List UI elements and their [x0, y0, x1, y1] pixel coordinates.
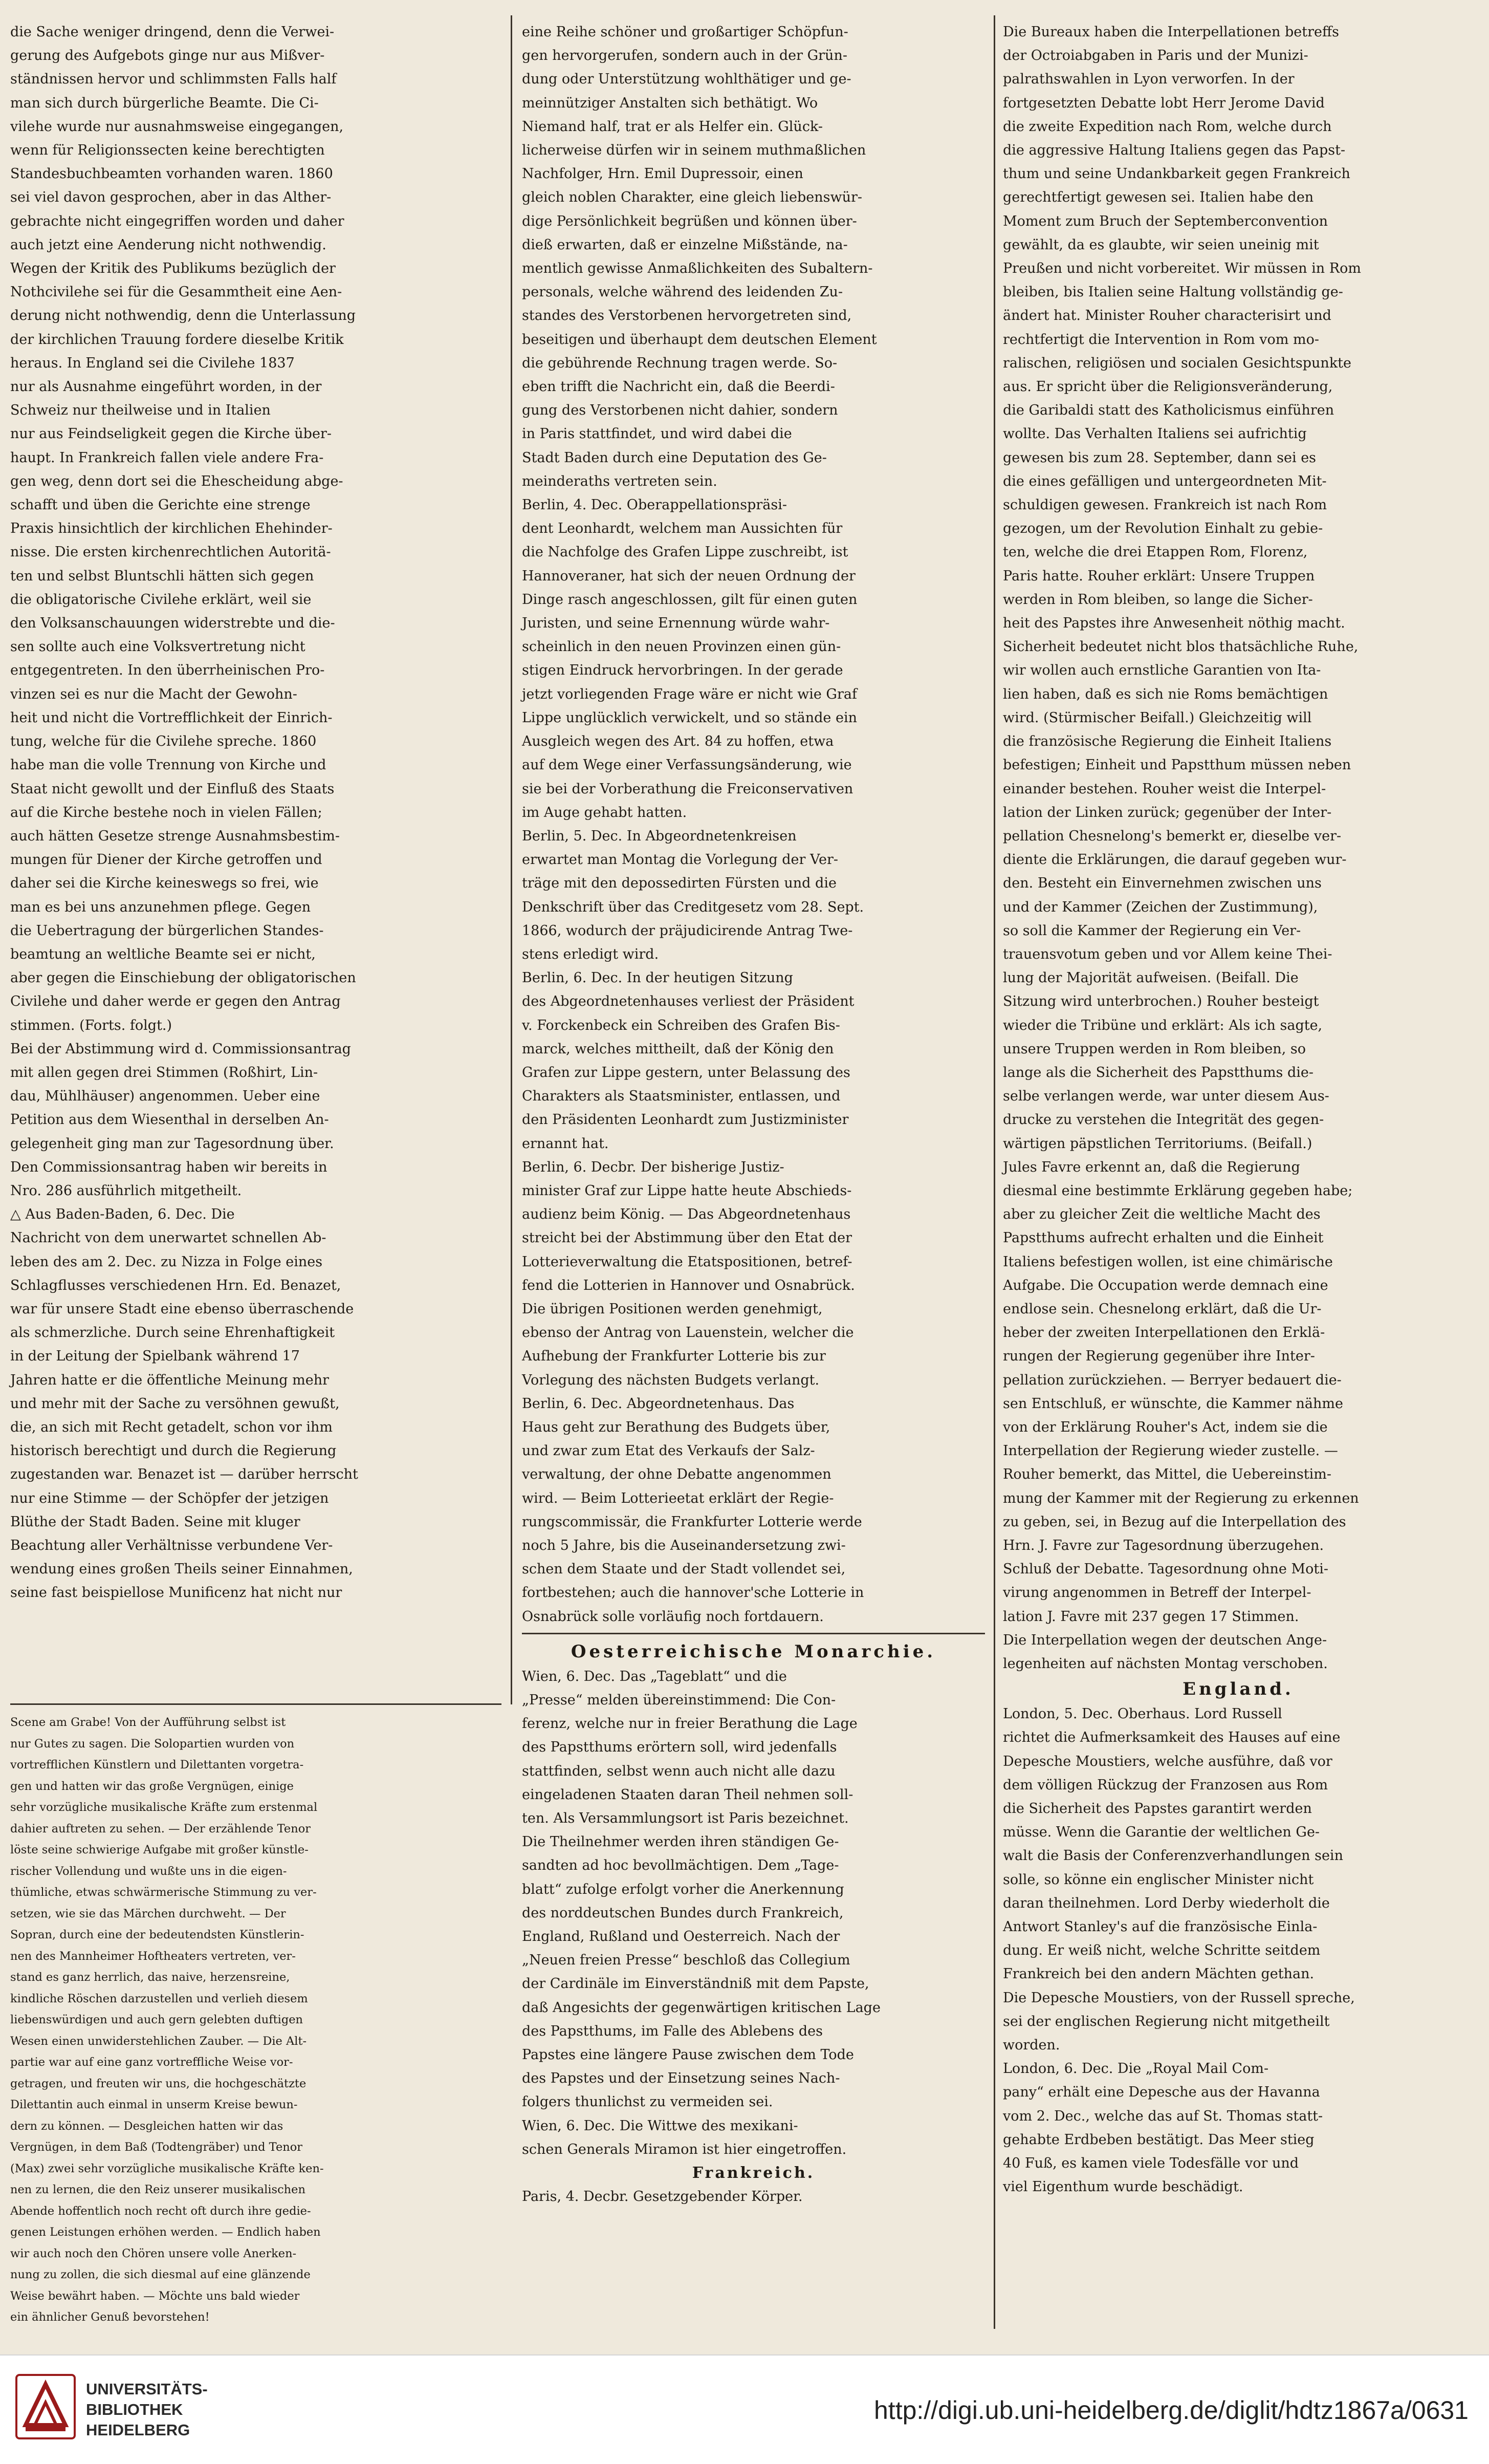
text-line: dieß erwarten, daß er einzelne Mißstände, na- — [522, 236, 848, 253]
text-line: haupt. In Frankreich fallen viele andere Fra- — [10, 449, 324, 466]
text-line: der kirchlichen Trauung fordere dieselbe Kritik — [10, 331, 344, 348]
text-line: Die Interpellation wegen der deutschen Ange- — [1003, 1632, 1327, 1648]
text-line: lation der Linken zurück; gegenüber der Inter- — [1003, 804, 1332, 820]
text-line: dem völligen Rückzug der Franzosen aus Rom — [1003, 1777, 1328, 1793]
library-logo-text — [86, 2379, 208, 2440]
column-2 — [522, 20, 985, 2209]
text-line: Schluß der Debatte. Tagesordnung ohne Moti- — [1003, 1561, 1328, 1577]
text-line: partie war auf eine ganz vortreffliche Weise vor- — [10, 2056, 293, 2069]
text-line: stattfinden, selbst wenn auch nicht alle dazu — [522, 1763, 836, 1779]
text-line: wird. (Stürmischer Beifall.) Gleichzeitig will — [1003, 709, 1312, 726]
text-line: Blüthe der Stadt Baden. Seine mit kluger — [10, 1514, 300, 1530]
text-line: gerung des Aufgebots ginge nur aus Mißver- — [10, 48, 325, 64]
text-line: die Uebertragung der bürgerlichen Standes- — [10, 922, 324, 939]
text-line: dern zu können. — Desgleichen hatten wir das — [10, 2119, 283, 2133]
text-line: Wegen der Kritik des Publikums bezüglich der — [10, 261, 336, 277]
text-line: ständnissen hervor und schlimmsten Falls half — [10, 71, 337, 88]
text-line: gleich noblen Charakter, eine gleich liebenswür- — [522, 189, 863, 206]
text-line: endlose sein. Chesnelong erklärt, daß die Ur- — [1003, 1301, 1322, 1317]
text-line: tung, welche für die Civilehe spreche. 1860 — [10, 733, 317, 750]
text-line: verwaltung, der ohne Debatte angenommen — [522, 1466, 831, 1483]
text-line: nisse. Die ersten kirchenrechtlichen Autoritä- — [10, 544, 331, 560]
text-line: palrathswahlen in Lyon verworfen. In der — [1003, 71, 1295, 88]
text-line: △ Aus Baden-Baden, 6. Dec. Die — [10, 1206, 235, 1223]
text-line: träge mit den depossedirten Fürsten und die — [522, 875, 837, 892]
feuilleton-divider — [10, 1703, 501, 1705]
text-line: Papstes eine längere Pause zwischen dem Tode — [522, 2047, 854, 2063]
text-line: erwartet man Montag die Vorlegung der Ver- — [522, 852, 839, 868]
text-line: Lippe unglücklich verwickelt, und so stände ein — [522, 709, 858, 726]
text-line: fortbestehen; auch die hannover'sche Lotterie in — [522, 1585, 864, 1601]
text-line: beamtung an weltliche Beamte sei er nicht, — [10, 946, 316, 962]
text-line: getragen, und freuten wir uns, die hochgeschätzte — [10, 2077, 306, 2090]
text-line: Sitzung wird unterbrochen.) Rouher besteigt — [1003, 993, 1319, 1010]
text-line: gen weg, denn dort sei die Ehescheidung abge- — [10, 473, 343, 489]
text-line: nen zu lernen, die den Reiz unserer musikalischen — [10, 2183, 305, 2196]
text-line: Grafen zur Lippe gestern, unter Belassung des — [522, 1064, 850, 1080]
text-line: dung. Er weiß nicht, welche Schritte seitdem — [1003, 1942, 1321, 1959]
text-line: worden. — [1003, 2037, 1060, 2054]
text-line: gerechtfertigt gewesen sei. Italien habe den — [1003, 189, 1314, 206]
text-line: Osnabrück solle vorläufig noch fortdauern. — [522, 1608, 824, 1625]
text-line: stand es ganz herrlich, das naive, herzensreine, — [10, 1971, 290, 1984]
text-line: wir auch noch den Chören unsere volle Anerken- — [10, 2246, 297, 2260]
text-line: Berlin, 6. Decbr. Der bisherige Justiz- — [522, 1159, 784, 1175]
text-line: sei der englischen Regierung nicht mitgetheilt — [1003, 2013, 1330, 2029]
text-line: lange als die Sicherheit des Papstthums die- — [1003, 1064, 1314, 1080]
text-line: den. Besteht ein Einvernehmen zwischen uns — [1003, 875, 1322, 892]
text-line: Nro. 286 ausführlich mitgetheilt. — [10, 1182, 242, 1199]
text-line: personals, welche während des leidenden Zu- — [522, 284, 843, 300]
text-line: eben trifft die Nachricht ein, daß die Beerdi- — [522, 379, 835, 395]
text-line: auch hätten Gesetze strenge Ausnahmsbestim- — [10, 828, 340, 844]
text-line: trauensvotum geben und vor Allem keine Thei- — [1003, 946, 1332, 962]
text-line: Hrn. J. Favre zur Tagesordnung überzugehen. — [1003, 1538, 1324, 1553]
section-heading: Oesterreichische Monarchie. — [571, 1641, 936, 1662]
text-line: marck, welches mittheilt, daß der König den — [522, 1041, 834, 1057]
text-line: kindliche Röschen darzustellen und verlieh diesem — [10, 1992, 308, 2005]
text-line: fend die Lotterien in Hannover und Osnabrück. — [522, 1277, 855, 1293]
text-line: Die Depesche Moustiers, von der Russell spreche, — [1003, 1990, 1355, 2006]
text-line: sie bei der Vorberathung die Freiconservativen — [522, 781, 853, 797]
text-line: die obligatorische Civilehe erklärt, weil sie — [10, 591, 312, 608]
text-line: ten, welche die drei Etappen Rom, Florenz, — [1003, 544, 1308, 560]
text-line: setzen, wie sie das Märchen durchweht. — Der — [10, 1907, 286, 1920]
text-line: habe man die volle Trennung von Kirche und — [10, 757, 326, 773]
text-line: London, 6. Dec. Die „Royal Mail Com- — [1003, 2061, 1269, 2077]
text-line: Antwort Stanley's auf die französische Einla- — [1003, 1919, 1318, 1935]
university-seal-icon — [15, 2374, 76, 2439]
text-line: „Presse“ melden übereinstimmend: Die Con- — [522, 1692, 836, 1709]
text-line: vilehe wurde nur ausnahmsweise eingegangen, — [10, 118, 344, 135]
text-line: löste seine schwierige Aufgabe mit großer künstle- — [10, 1843, 309, 1856]
text-line: und der Kammer (Zeichen der Zustimmung), — [1003, 899, 1318, 915]
text-line: Moment zum Bruch der Septemberconvention — [1003, 213, 1328, 229]
text-line: ernannt hat. — [522, 1135, 609, 1152]
text-line: die gebührende Rechnung tragen werde. So- — [522, 355, 838, 371]
section-rule — [522, 1633, 985, 1634]
text-line: ralischen, religiösen und socialen Gesichtspunkte — [1003, 355, 1352, 371]
text-line: die, an sich mit Recht getadelt, schon vor ihm — [10, 1419, 333, 1435]
text-line: London, 5. Dec. Oberhaus. Lord Russell — [1003, 1706, 1282, 1722]
text-line: unsere Truppen werden in Rom bleiben, so — [1003, 1041, 1306, 1057]
text-line: Bei der Abstimmung wird d. Commissionsantrag — [10, 1041, 351, 1057]
text-line: diesmal eine bestimmte Erklärung gegeben habe; — [1003, 1182, 1353, 1199]
text-line: die eines gefälligen und untergeordneten Mit- — [1003, 473, 1327, 489]
text-line: auch jetzt eine Aenderung nicht nothwendig. — [10, 236, 326, 253]
text-line: Petition aus dem Wiesenthal in derselben An- — [10, 1112, 329, 1128]
text-line: man sich durch bürgerliche Beamte. Die Ci- — [10, 95, 319, 111]
text-line: im Auge gehabt hatten. — [522, 804, 687, 820]
text-line: eine Reihe schöner und großartiger Schöpfun- — [522, 24, 848, 40]
text-line: streicht bei der Abstimmung über den Etat der — [522, 1230, 852, 1246]
text-line: ferenz, welche nur in freier Berathung die Lage — [522, 1716, 858, 1732]
text-line: in der Leitung der Spielbank während 17 — [10, 1348, 300, 1365]
text-line: des norddeutschen Bundes durch Frankreich, — [522, 1905, 844, 1921]
text-line: Die Bureaux haben die Interpellationen betreffs — [1003, 24, 1339, 40]
text-line: wendung eines großen Theils seiner Einnahmen, — [10, 1561, 353, 1577]
text-line: gezogen, um der Revolution Einhalt zu gebie- — [1003, 521, 1323, 537]
text-line: Berlin, 4. Dec. Oberappellationspräsi- — [522, 497, 787, 513]
text-line: müsse. Wenn die Garantie der weltlichen Ge- — [1003, 1824, 1320, 1841]
text-line: noch 5 Jahre, bis die Auseinandersetzung zwi- — [522, 1538, 846, 1553]
text-line: bleiben, bis Italien seine Haltung vollständig ge- — [1003, 284, 1343, 300]
text-line: befestigen; Einheit und Papstthum müssen neben — [1003, 757, 1351, 773]
text-line: Beachtung aller Verhältnisse verbundene Ver- — [10, 1538, 333, 1553]
text-line: Jules Favre erkennt an, daß die Regierung — [1003, 1159, 1300, 1175]
text-line: England, Rußland und Oesterreich. Nach der — [522, 1929, 840, 1945]
text-line: vinzen sei es nur die Macht der Gewohn- — [10, 686, 297, 702]
text-line: werden in Rom bleiben, so lange die Sicher- — [1003, 591, 1313, 608]
text-line: heraus. In England sei die Civilehe 1837 — [10, 355, 295, 371]
text-line: Frankreich bei den andern Mächten gethan. — [1003, 1966, 1315, 1982]
text-line: den Volksanschauungen widerstrebte und die- — [10, 615, 335, 632]
text-line: Wien, 6. Dec. Das „Tageblatt“ und die — [522, 1668, 787, 1684]
text-line: Die Theilnehmer werden ihren ständigen Ge- — [522, 1834, 839, 1850]
text-line: auf dem Wege einer Verfassungsänderung, wie — [522, 757, 852, 773]
text-line: gelegenheit ging man zur Tagesordnung über. — [10, 1135, 334, 1152]
text-line: in Paris stattfindet, und wird dabei die — [522, 426, 792, 442]
text-line: viel Eigenthum wurde beschädigt. — [1003, 2179, 1243, 2195]
text-line: daß Angesichts der gegenwärtigen kritischen Lage — [522, 1999, 881, 2016]
text-line: Italiens befestigen wollen, ist eine chimärische — [1003, 1253, 1333, 1270]
text-line: die aggressive Haltung Italiens gegen das Papst- — [1003, 142, 1346, 159]
text-line: Stadt Baden durch eine Deputation des Ge- — [522, 449, 827, 466]
text-line: vortrefflichen Künstlern und Dilettanten vorgetra- — [10, 1758, 304, 1771]
text-line: Abende hoffentlich noch recht oft durch ihre gedie- — [10, 2204, 311, 2218]
text-line: einander bestehen. Rouher weist die Interpel- — [1003, 781, 1326, 797]
text-line: des Papstes und der Einsetzung seines Nach- — [522, 2070, 840, 2087]
text-line: die zweite Expedition nach Rom, welche durch — [1003, 118, 1332, 135]
text-line: ten und selbst Bluntschli hätten sich gegen — [10, 568, 314, 584]
logo-line-3: HEIDELBERG — [86, 2421, 190, 2439]
text-line: zu geben, sei, in Bezug auf die Interpellation des — [1003, 1514, 1346, 1530]
text-line: lung der Majorität aufweisen. (Beifall. Die — [1003, 970, 1299, 986]
text-line: solle, so könne ein englischer Minister nicht — [1003, 1871, 1314, 1888]
text-line: Nothcivilehe sei für die Gesammtheit eine Aen- — [10, 284, 342, 300]
text-line: Paris hatte. Rouher erklärt: Unsere Truppen — [1003, 568, 1315, 584]
text-line: Scene am Grabe! Von der Aufführung selbst ist — [10, 1716, 286, 1729]
text-line: thum und seine Undankbarkeit gegen Frankreich — [1003, 166, 1350, 182]
column-divider-2 — [994, 15, 995, 2329]
text-line: mentlich gewisse Anmaßlichkeiten des Subaltern- — [522, 261, 873, 277]
text-line: schafft und üben die Gerichte eine strenge — [10, 497, 311, 513]
text-line: stimmen. (Forts. folgt.) — [10, 1017, 172, 1033]
text-line: Sicherheit bedeutet nicht blos thatsächliche Ruhe, — [1003, 639, 1359, 655]
text-line: nur aus Feindseligkeit gegen die Kirche über- — [10, 426, 332, 442]
text-line: dahier auftreten zu sehen. — Der erzählende Tenor — [10, 1822, 311, 1835]
text-line: nur Gutes zu sagen. Die Solopartien wurden von — [10, 1737, 295, 1750]
text-line: die Garibaldi statt des Katholicismus einführen — [1003, 402, 1334, 419]
text-line: dung oder Unterstützung wohlthätiger und ge- — [522, 71, 851, 88]
text-line: walt die Basis der Conferenzverhandlungen sein — [1003, 1848, 1343, 1864]
text-line: historisch berechtigt und durch die Regierung — [10, 1443, 337, 1459]
text-line: gewählt, da es glaubte, wir seien uneinig mit — [1003, 236, 1319, 253]
text-line: Weise bewährt haben. — Möchte uns bald wieder — [10, 2289, 300, 2303]
text-line: mung der Kammer mit der Regierung zu erkennen — [1003, 1490, 1359, 1506]
text-line: selbe verlangen werde, war unter diesem Aus- — [1003, 1088, 1329, 1105]
text-line: die französische Regierung die Einheit Italiens — [1003, 733, 1332, 750]
text-line: pany“ erhält eine Depesche aus der Havanna — [1003, 2084, 1320, 2101]
text-line: von der Erklärung Rouher's Act, indem sie die — [1003, 1419, 1328, 1435]
text-line: Den Commissionsantrag haben wir bereits in — [10, 1159, 327, 1175]
text-line: lien haben, daß es sich nie Roms bemächtigen — [1003, 686, 1328, 702]
text-line: aber gegen die Einschiebung der obligatorischen — [10, 970, 356, 986]
text-line: als schmerzliche. Durch seine Ehrenhaftigkeit — [10, 1325, 335, 1341]
text-line: Niemand half, trat er als Helfer ein. Glück- — [522, 118, 823, 135]
text-line: lation J. Favre mit 237 gegen 17 Stimmen. — [1003, 1608, 1299, 1625]
text-line: des Papstthums erörtern soll, wird jedenfalls — [522, 1739, 837, 1756]
logo-line-1: UNIVERSITÄTS- — [86, 2380, 208, 2398]
text-line: wärtigen päpstlichen Territoriums. (Beifall.) — [1003, 1135, 1312, 1152]
text-line: gebrachte nicht eingegriffen worden und daher — [10, 213, 344, 229]
text-line: gung des Verstorbenen nicht dahier, sondern — [522, 402, 838, 419]
text-line: leben des am 2. Dec. zu Nizza in Folge eines — [10, 1253, 323, 1270]
text-line: fortgesetzten Debatte lobt Herr Jerome David — [1003, 95, 1325, 111]
text-line: die Sache weniger dringend, denn die Verwei- — [10, 24, 335, 40]
text-line: richtet die Aufmerksamkeit des Hauses auf eine — [1003, 1730, 1341, 1746]
text-line: schen dem Staate und der Stadt vollendet sei, — [522, 1561, 846, 1577]
text-line: gen hervorgerufen, sondern auch in der Grün- — [522, 48, 847, 64]
text-line: derung nicht nothwendig, denn die Unterlassung — [10, 308, 356, 324]
text-line: Paris, 4. Decbr. Gesetzgebender Körper. — [522, 2189, 803, 2205]
text-line: die Sicherheit des Papstes garantirt werden — [1003, 1801, 1312, 1817]
text-line: 40 Fuß, es kamen viele Todesfälle vor und — [1003, 2155, 1299, 2172]
text-line: sen Entschluß, er wünschte, die Kammer nähme — [1003, 1395, 1343, 1412]
text-line: dent Leonhardt, welchem man Aussichten für — [522, 521, 843, 537]
text-line: Nachfolger, Hrn. Emil Dupressoir, einen — [522, 166, 803, 182]
text-line: dige Persönlichkeit begrüßen und können über- — [522, 213, 857, 229]
text-line: Staat nicht gewollt und der Einfluß des Staats — [10, 781, 335, 797]
text-line: Wesen einen unwiderstehlichen Zauber. — Die Alt- — [10, 2034, 307, 2048]
text-line: audienz beim König. — Das Abgeordnetenhaus — [522, 1206, 851, 1223]
text-line: Denkschrift über das Creditgesetz vom 28. Sept. — [522, 899, 864, 915]
text-line: Interpellation der Regierung wieder zustelle. — — [1003, 1443, 1338, 1459]
text-line: Vergnügen, in dem Baß (Todtengräber) und Tenor — [10, 2141, 303, 2154]
text-line: daran theilnehmen. Lord Derby wiederholt die — [1003, 1895, 1330, 1911]
text-line: Nachricht von dem unerwartet schnellen Ab- — [10, 1230, 326, 1246]
text-line: des Abgeordnetenhauses verliest der Präsident — [522, 993, 855, 1010]
text-line: des Papstthums, im Falle des Ablebens des — [522, 2023, 823, 2039]
text-line: 1866, wodurch der präjudicirende Antrag Twe- — [522, 922, 853, 939]
text-line: mungen für Diener der Kirche getroffen und — [10, 852, 322, 868]
text-line: Vorlegung des nächsten Budgets verlangt. — [522, 1372, 820, 1388]
text-line: Dinge rasch angeschlossen, gilt für einen guten — [522, 591, 858, 608]
text-line: sei viel davon gesprochen, aber in das Alther- — [10, 189, 332, 206]
text-line: dau, Mühlhäuser) angenommen. Ueber eine — [10, 1088, 320, 1105]
text-line: nur als Ausnahme eingeführt worden, in der — [10, 379, 322, 395]
text-line: Haus geht zur Berathung des Budgets über, — [522, 1419, 830, 1435]
text-line: sandten ad hoc bevollmächtigen. Dem „Tage- — [522, 1857, 839, 1874]
text-line: virung angenommen in Betreff der Interpel- — [1003, 1585, 1311, 1601]
text-line: gewesen bis zum 28. September, dann sei es — [1003, 449, 1317, 466]
text-line: stens erledigt wird. — [522, 946, 659, 962]
text-line: zugestanden war. Benazet ist — darüber herrscht — [10, 1466, 358, 1483]
text-line: sen sollte auch eine Volksvertretung nicht — [10, 639, 305, 655]
text-line: heit und nicht die Vortrefflichkeit der Einrich- — [10, 709, 333, 726]
text-line: Civilehe und daher werde er gegen den Antrag — [10, 993, 341, 1010]
text-line: liebenswürdigen und auch gern gelebten duftigen — [10, 2013, 303, 2026]
text-line: entgegentreten. In den überrheinischen Pro- — [10, 662, 325, 679]
text-line: ändert hat. Minister Rouher characterisirt und — [1003, 308, 1331, 324]
text-line: Schweiz nur theilweise und in Italien — [10, 402, 271, 419]
text-line: folgers thunlichst zu vermeiden sei. — [522, 2094, 773, 2110]
text-line: ein ähnlicher Genuß bevorstehen! — [10, 2310, 210, 2324]
text-line: legenheiten auf nächsten Montag verschoben. — [1003, 1656, 1328, 1672]
text-line: rungscommissär, die Frankfurter Lotterie werde — [522, 1514, 862, 1530]
text-line: und zwar zum Etat des Verkaufs der Salz- — [522, 1443, 815, 1459]
text-line: standes des Verstorbenen hervorgetreten sind, — [522, 308, 852, 324]
text-line: der Cardinäle im Einverständniß mit dem Papste, — [522, 1976, 869, 1992]
text-line: rechtfertigt die Intervention in Rom vom mo- — [1003, 331, 1319, 348]
text-line: Berlin, 5. Dec. In Abgeordnetenkreisen — [522, 828, 797, 844]
text-line: minister Graf zur Lippe hatte heute Abschieds- — [522, 1182, 852, 1199]
text-line: pellation Chesnelong's bemerkt er, dieselbe ver- — [1003, 828, 1342, 844]
text-line: beseitigen und überhaupt dem deutschen Element — [522, 331, 877, 348]
text-line: sehr vorzügliche musikalische Kräfte zum erstenmal — [10, 1801, 318, 1814]
text-line: Standesbuchbeamten vorhanden waren. 1860 — [10, 166, 333, 182]
text-line: Ausgleich wegen des Art. 84 zu hoffen, etwa — [522, 733, 834, 750]
text-line: daher sei die Kirche keineswegs so frei, wie — [10, 875, 319, 892]
text-line: gehabte Erdbeben bestätigt. Das Meer stieg — [1003, 2131, 1315, 2148]
text-line: wenn für Religionssecten keine berechtigten — [10, 142, 325, 159]
text-line: wollte. Das Verhalten Italiens sei aufrichtig — [1003, 426, 1307, 442]
logo-line-2: BIBLIOTHEK — [86, 2401, 183, 2418]
feuilleton-section — [10, 1712, 501, 2328]
text-line: wird. — Beim Lotterieetat erklärt der Regie- — [522, 1490, 834, 1506]
text-line: pellation zurückziehen. — Berryer bedauert die- — [1003, 1372, 1342, 1388]
text-line: heber der zweiten Interpellationen den Erklä- — [1003, 1325, 1325, 1341]
text-line: Die übrigen Positionen werden genehmigt, — [522, 1301, 823, 1317]
text-line: auf die Kirche bestehe noch in vielen Fällen; — [10, 804, 322, 820]
column-divider-1 — [511, 15, 512, 1704]
text-line: rungen der Regierung gegenüber ihre Inter- — [1003, 1348, 1315, 1365]
text-line: Dilettantin auch einmal in unserm Kreise bewun- — [10, 2098, 298, 2111]
text-line: ten. Als Versammlungsort ist Paris bezeichnet. — [522, 1810, 849, 1827]
column-3 — [1003, 20, 1474, 2199]
text-line: mit allen gegen drei Stimmen (Roßhirt, Lin- — [10, 1064, 318, 1080]
text-line: man es bei uns anzunehmen pflege. Gegen — [10, 899, 311, 915]
text-line: aber zu gleicher Zeit die weltliche Macht des — [1003, 1206, 1321, 1223]
text-line: Schlagflusses verschiedenen Hrn. Ed. Benazet, — [10, 1277, 341, 1293]
text-line: Sopran, durch eine der bedeutendsten Künstlerin- — [10, 1928, 304, 1941]
text-line: Preußen und nicht vorbereitet. Wir müssen in Rom — [1003, 261, 1361, 277]
text-line: wieder die Tribüne und erklärt: Als ich sagte, — [1003, 1017, 1323, 1033]
text-line: Charakters als Staatsminister, entlassen, und — [522, 1088, 841, 1105]
text-line: Jahren hatte er die öffentliche Meinung mehr — [10, 1372, 330, 1388]
column-1 — [10, 20, 501, 1605]
text-line: Rouher bemerkt, das Mittel, die Uebereinstim- — [1003, 1466, 1331, 1483]
text-line: Berlin, 6. Dec. Abgeordnetenhaus. Das — [522, 1395, 795, 1412]
text-line: scheinlich in den neuen Provinzen einen gün- — [522, 639, 841, 655]
text-line: und mehr mit der Sache zu versöhnen gewußt, — [10, 1395, 340, 1412]
text-line: Lotterieverwaltung die Etatspositionen, betref- — [522, 1253, 852, 1270]
text-line: Praxis hinsichtlich der kirchlichen Ehehinder- — [10, 521, 333, 537]
text-line: thümliche, etwas schwärmerische Stimmung zu ver- — [10, 1886, 317, 1899]
text-line: v. Forckenbeck ein Schreiben des Grafen Bis- — [522, 1017, 840, 1033]
text-line: Aufgabe. Die Occupation werde demnach eine — [1003, 1277, 1328, 1293]
text-line: Berlin, 6. Dec. In der heutigen Sitzung — [522, 970, 793, 986]
text-line: Wien, 6. Dec. Die Wittwe des mexikani- — [522, 2117, 798, 2134]
text-line: so soll die Kammer der Regierung ein Ver- — [1003, 922, 1301, 939]
section-heading: Frankreich. — [692, 2164, 815, 2182]
text-line: meinnütziger Anstalten sich bethätigt. Wo — [522, 95, 818, 111]
text-line: blatt“ zufolge erfolgt vorher die Anerkennung — [522, 1881, 844, 1897]
text-line: Juristen, und seine Ernennung würde wahr- — [522, 615, 830, 632]
text-line: stigen Eindruck hervorbringen. In der gerade — [522, 662, 843, 679]
text-line: der Octroiabgaben in Paris und der Munizi- — [1003, 48, 1308, 64]
text-line: schuldigen gewesen. Frankreich ist nach Rom — [1003, 497, 1327, 513]
text-line: Papstthums aufrecht erhalten und die Einheit — [1003, 1230, 1324, 1246]
text-line: diente die Erklärungen, die darauf gegeben wur- — [1003, 852, 1347, 868]
text-line: licherweise dürfen wir in seinem muthmaßlichen — [522, 142, 866, 159]
section-heading: England. — [1183, 1679, 1294, 1700]
text-line: war für unsere Stadt eine ebenso überraschende — [10, 1301, 354, 1317]
text-line: „Neuen freien Presse“ beschloß das Collegium — [522, 1952, 850, 1969]
text-line: ebenso der Antrag von Lauenstein, welcher die — [522, 1325, 854, 1341]
text-line: seine fast beispiellose Munificenz hat nicht nur — [10, 1585, 342, 1601]
text-line: eingeladenen Staaten daran Theil nehmen soll- — [522, 1786, 853, 1803]
text-line: heit des Papstes ihre Anwesenheit nöthig macht. — [1003, 615, 1345, 632]
text-line: meinderaths vertreten sein. — [522, 473, 717, 489]
text-line: nung zu zollen, die sich diesmal auf eine glänzende — [10, 2268, 311, 2281]
text-line: vom 2. Dec., welche das auf St. Thomas statt- — [1003, 2108, 1323, 2124]
text-line: wir wollen auch ernstliche Garantien von Ita- — [1003, 662, 1321, 679]
permalink-url[interactable]: http://digi.ub.uni-heidelberg.de/diglit/hdtz1867a/0631 — [874, 2396, 1469, 2425]
text-line: die Nachfolge des Grafen Lippe zuschreibt, ist — [522, 544, 848, 560]
text-line: aus. Er spricht über die Religionsveränderung, — [1003, 379, 1333, 395]
text-line: Aufhebung der Frankfurter Lotterie bis zur — [522, 1348, 826, 1365]
text-line: schen Generals Miramon ist hier eingetroffen. — [522, 2141, 847, 2157]
text-line: Hannoveraner, hat sich der neuen Ordnung der — [522, 568, 856, 584]
text-line: Depesche Moustiers, welche ausführe, daß vor — [1003, 1753, 1332, 1769]
text-line: (Max) zwei sehr vorzügliche musikalische Kräfte ken- — [10, 2162, 324, 2175]
text-line: nur eine Stimme — der Schöpfer der jetzigen — [10, 1490, 329, 1506]
text-line: nen des Mannheimer Hoftheaters vertreten, ver- — [10, 1949, 296, 1963]
text-line: drucke zu verstehen die Integrität des gegen- — [1003, 1112, 1324, 1128]
text-line: jetzt vorliegenden Frage wäre er nicht wie Graf — [522, 686, 857, 702]
text-line: gen und hatten wir das große Vergnügen, einige — [10, 1779, 294, 1793]
text-line: genen Leistungen erhöhen werden. — Endlich haben — [10, 2225, 321, 2239]
text-line: den Präsidenten Leonhardt zum Justizminister — [522, 1112, 849, 1128]
text-line: rischer Vollendung und wußte uns in die eigen- — [10, 1864, 287, 1878]
